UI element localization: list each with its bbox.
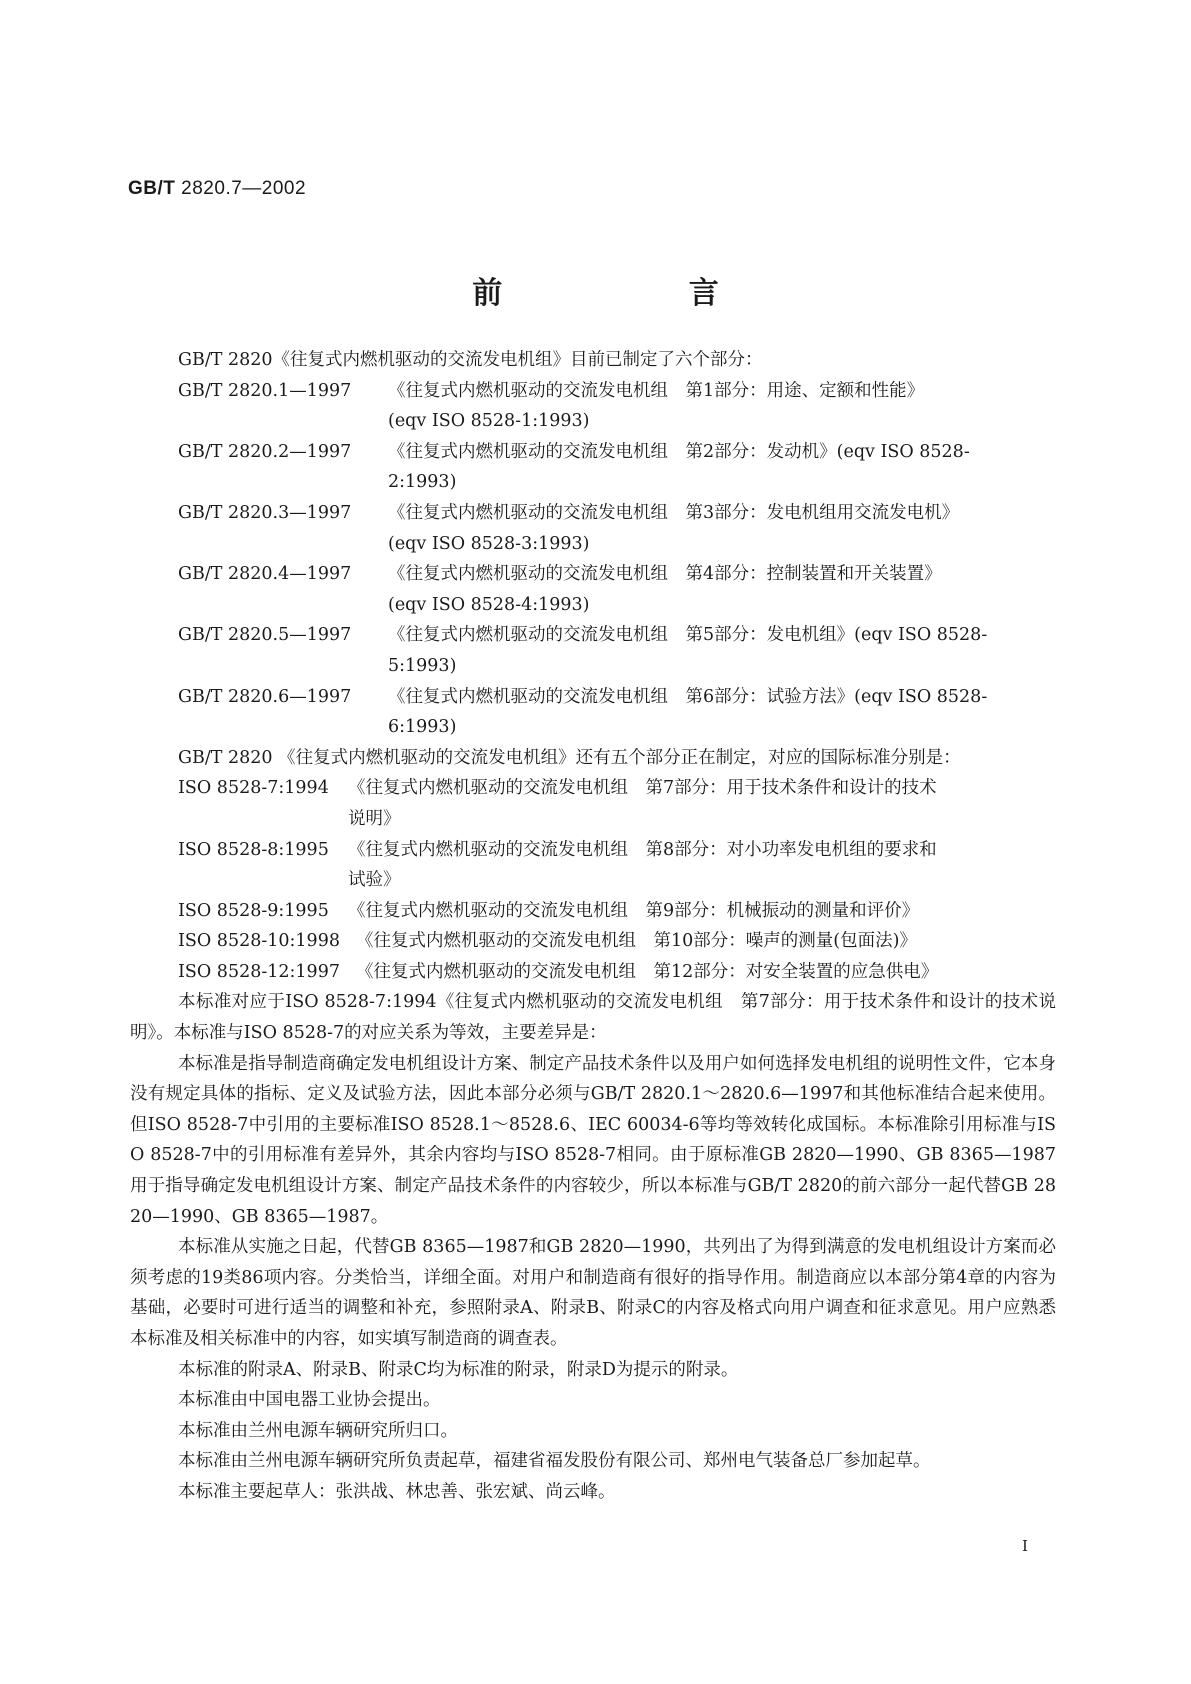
part-title — [388, 498, 1056, 559]
iso-code: ISO 8528-7:1994 — [178, 778, 329, 799]
iso-title-line: 说明》 — [348, 808, 401, 829]
closing-line-annex: 本标准的附录A、附录B、附录C均为标准的附录，附录D为提示的附录。 — [178, 1359, 739, 1380]
part-title-line: (eqv ISO 8528-4:1993) — [388, 594, 590, 615]
foreword-body — [130, 345, 1056, 1508]
closing-line-centralized: 本标准由兰州电源车辆研究所归口。 — [178, 1420, 458, 1441]
part-title-line: 6:1993) — [388, 717, 457, 738]
iso-title-line: 试验》 — [348, 870, 401, 891]
part-title — [388, 682, 1056, 743]
part-code: GB/T 2820.1—1997 — [178, 380, 352, 401]
iso-entry-9 — [130, 896, 1056, 927]
iso-code: ISO 8528-10:1998 — [178, 931, 340, 952]
iso-title — [348, 896, 1056, 927]
part-entry-2 — [130, 437, 1056, 498]
part-entry-3 — [130, 498, 1056, 559]
part-title-line: 《往复式内燃机驱动的交流发电机组 第6部分：试验方法》(eqv ISO 8528- — [388, 686, 988, 707]
paragraph-replacement: 本标准从实施之日起，代替GB 8365—1987和GB 2820—1990，共列出了为得到满意的发电机组设计方案而必须考虑的19类86项内容。分类恰当，详细全面。对用户和制造商有很好的指导作用。制造商应以本部分第4章的内容为基础，必要时可进行适当的调整和补充，参照附录A、附录B、附录C的内容及格式向用户调查和征求意见。用户应熟悉本标准及相关标准中的内容，如实填写制造商的调查表。 — [130, 1237, 1056, 1349]
iso-entry-8 — [130, 835, 1056, 896]
part-title-line: 5:1993) — [388, 655, 457, 676]
iso-entry-10 — [130, 926, 1056, 957]
iso-code: ISO 8528-8:1995 — [178, 839, 329, 860]
iso-title — [348, 835, 1056, 896]
part-title-line: 《往复式内燃机驱动的交流发电机组 第2部分：发动机》(eqv ISO 8528- — [388, 441, 970, 462]
part-code: GB/T 2820.5—1997 — [178, 625, 352, 646]
part-code: GB/T 2820.4—1997 — [178, 564, 352, 585]
closing-line-drafters-org: 本标准由兰州电源车辆研究所负责起草，福建省福发股份有限公司、郑州电气装备总厂参加起草。 — [178, 1451, 931, 1472]
part-title-line: 《往复式内燃机驱动的交流发电机组 第3部分：发电机组用交流发电机》 — [388, 502, 960, 523]
part-title-line: 《往复式内燃机驱动的交流发电机组 第5部分：发电机组》(eqv ISO 8528- — [388, 625, 988, 646]
part-title — [388, 437, 1056, 498]
iso-code: ISO 8528-12:1997 — [178, 961, 340, 982]
part-entry-4 — [130, 559, 1056, 620]
part-title-line: (eqv ISO 8528-3:1993) — [388, 533, 590, 554]
part-code: GB/T 2820.2—1997 — [178, 441, 352, 462]
iso-entry-7 — [130, 773, 1056, 834]
part-entry-6 — [130, 682, 1056, 743]
page-number: I — [1022, 1537, 1028, 1555]
standard-code — [128, 178, 306, 200]
part-title-line: 《往复式内燃机驱动的交流发电机组 第4部分：控制装置和开关装置》 — [388, 564, 942, 585]
part-title-line: (eqv ISO 8528-1:1993) — [388, 411, 590, 432]
iso-title — [348, 773, 1056, 834]
iso-title — [356, 957, 1056, 988]
iso-title-line: 《往复式内燃机驱动的交流发电机组 第9部分：机械振动的测量和评价》 — [348, 900, 920, 921]
paragraph-correspondence: 本标准对应于ISO 8528-7:1994《往复式内燃机驱动的交流发电机组 第7部分：用于技术条件和设计的技术说明》。本标准与ISO 8528-7的对应关系为等效，主要差异是： — [130, 992, 1056, 1044]
iso-title — [356, 926, 1056, 957]
iso-title-line: 《往复式内燃机驱动的交流发电机组 第10部分：噪声的测量(包面法)》 — [356, 931, 917, 952]
standard-code-prefix: GB/T — [128, 178, 176, 199]
paragraph-differences: 本标准是指导制造商确定发电机组设计方案、制定产品技术条件以及用户如何选择发电机组的说明性文件，它本身没有规定具体的指标、定义及试验方法，因此本部分必须与GB/T 2820.1～2820.6—1997和其他标准结合起来使用。但ISO 8528-7中引用的主要标准ISO 8528.1～8528.6、IEC 60034-6等均等效转化成国标。本标准除引用标准与ISO 8528-7中的引用标准有差异外，其余内容均与ISO 8528-7相同。由于原标准GB 2820—1990、GB 8365—1987用于指导确定发电机组设计方案、制定产品技术条件的内容较少，所以本标准与GB/T 2820的前六部分一起代替GB 2820—1990、GB 8365—1987。 — [130, 1053, 1056, 1227]
iso-title-line: 《往复式内燃机驱动的交流发电机组 第12部分：对安全装置的应急供电》 — [356, 961, 939, 982]
part-title-line: 2:1993) — [388, 472, 457, 493]
standard-code-number: 2820.7—2002 — [181, 178, 307, 199]
intro-line: GB/T 2820《往复式内燃机驱动的交流发电机组》目前已制定了六个部分： — [178, 350, 763, 370]
part-code: GB/T 2820.6—1997 — [178, 686, 352, 707]
part-title — [388, 376, 1056, 437]
closing-line-drafters: 本标准主要起草人：张洪战、林忠善、张宏斌、尚云峰。 — [178, 1481, 616, 1502]
iso-entry-12 — [130, 957, 1056, 988]
iso-title-line: 《往复式内燃机驱动的交流发电机组 第7部分：用于技术条件和设计的技术 — [348, 778, 937, 799]
part-title-line: 《往复式内燃机驱动的交流发电机组 第1部分：用途、定额和性能》 — [388, 380, 925, 401]
part-code: GB/T 2820.3—1997 — [178, 502, 352, 523]
part-title — [388, 559, 1056, 620]
page-title: 前 言 — [472, 276, 807, 311]
part-entry-5 — [130, 620, 1056, 681]
closing-line-proposer: 本标准由中国电器工业协会提出。 — [178, 1390, 441, 1411]
pending-intro-line: GB/T 2820 《往复式内燃机驱动的交流发电机组》还有五个部分正在制定，对应的国际标准分别是： — [178, 747, 961, 768]
iso-title-line: 《往复式内燃机驱动的交流发电机组 第8部分：对小功率发电机组的要求和 — [348, 839, 937, 860]
iso-code: ISO 8528-9:1995 — [178, 900, 329, 921]
part-title — [388, 620, 1056, 681]
part-entry-1 — [130, 376, 1056, 437]
